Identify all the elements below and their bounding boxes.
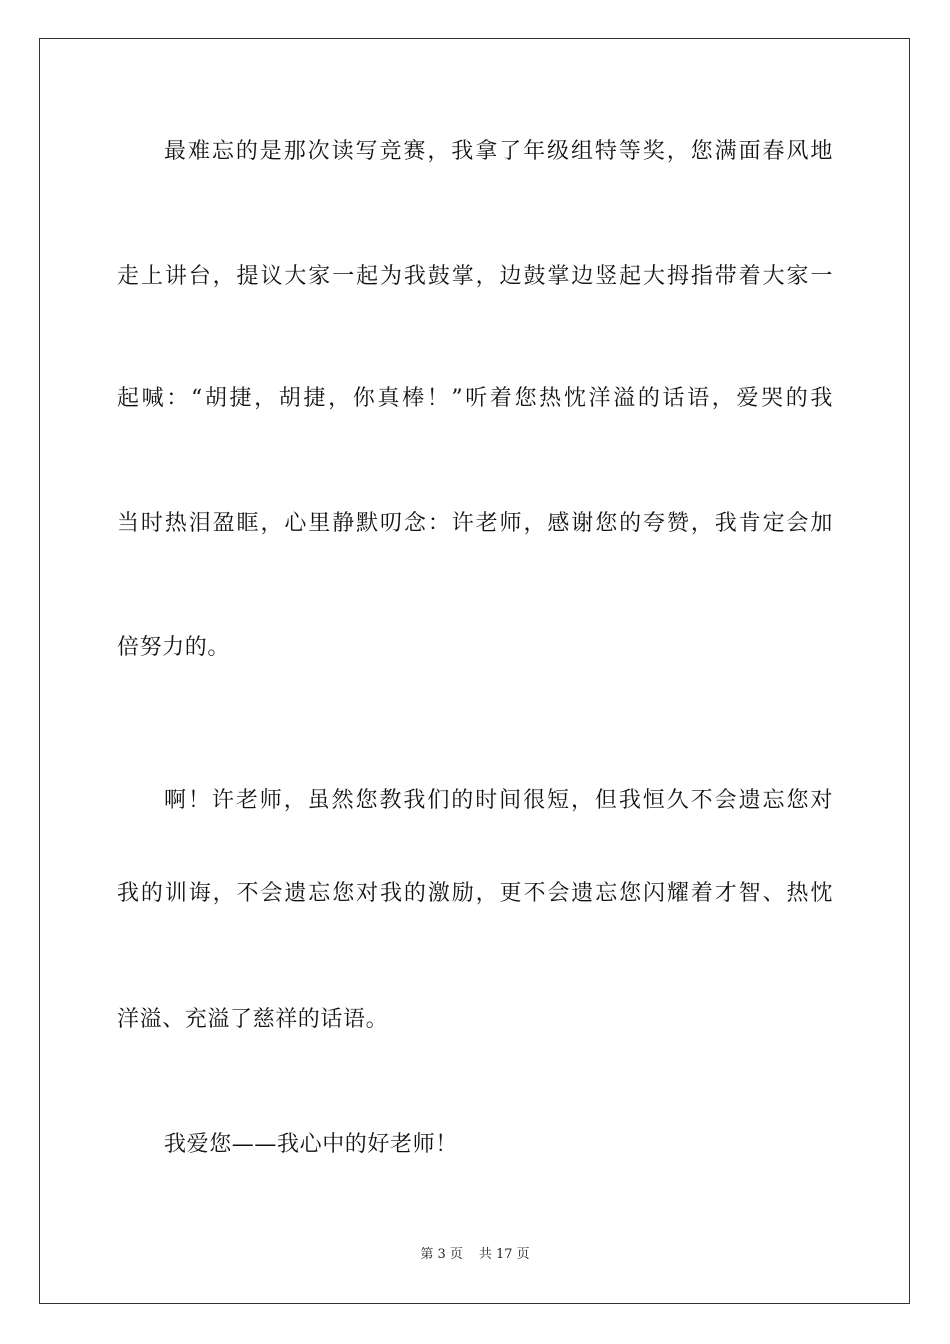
text-line: 当时热泪盈眶，心里静默叨念：许老师，感谢您的夸赞，我肯定会加 — [117, 511, 833, 536]
text-line: 洋溢、充溢了慈祥的话语。 — [117, 1007, 389, 1032]
text-line: 最难忘的是那次读写竞赛，我拿了年级组特等奖，您满面春风地 — [164, 139, 833, 164]
page-footer — [0, 1246, 950, 1264]
text-line: 倍努力的。 — [117, 635, 231, 660]
page-number: 第 3 页 — [420, 1247, 463, 1262]
text-line: 我的训诲，不会遗忘您对我的激励，更不会遗忘您闪耀着才智、热忱 — [117, 881, 833, 906]
page-total: 共 17 页 — [478, 1247, 530, 1262]
text-line: 啊！许老师，虽然您教我们的时间很短，但我恒久不会遗忘您对 — [164, 788, 833, 813]
text-line: 起喊：“胡捷，胡捷，你真棒！”听着您热忱洋溢的话语，爱哭的我 — [117, 386, 833, 411]
page-border — [39, 38, 910, 1304]
text-line: 走上讲台，提议大家一起为我鼓掌，边鼓掌边竖起大拇指带着大家一 — [117, 264, 833, 289]
text-line: 我爱您——我心中的好老师！ — [164, 1132, 458, 1157]
